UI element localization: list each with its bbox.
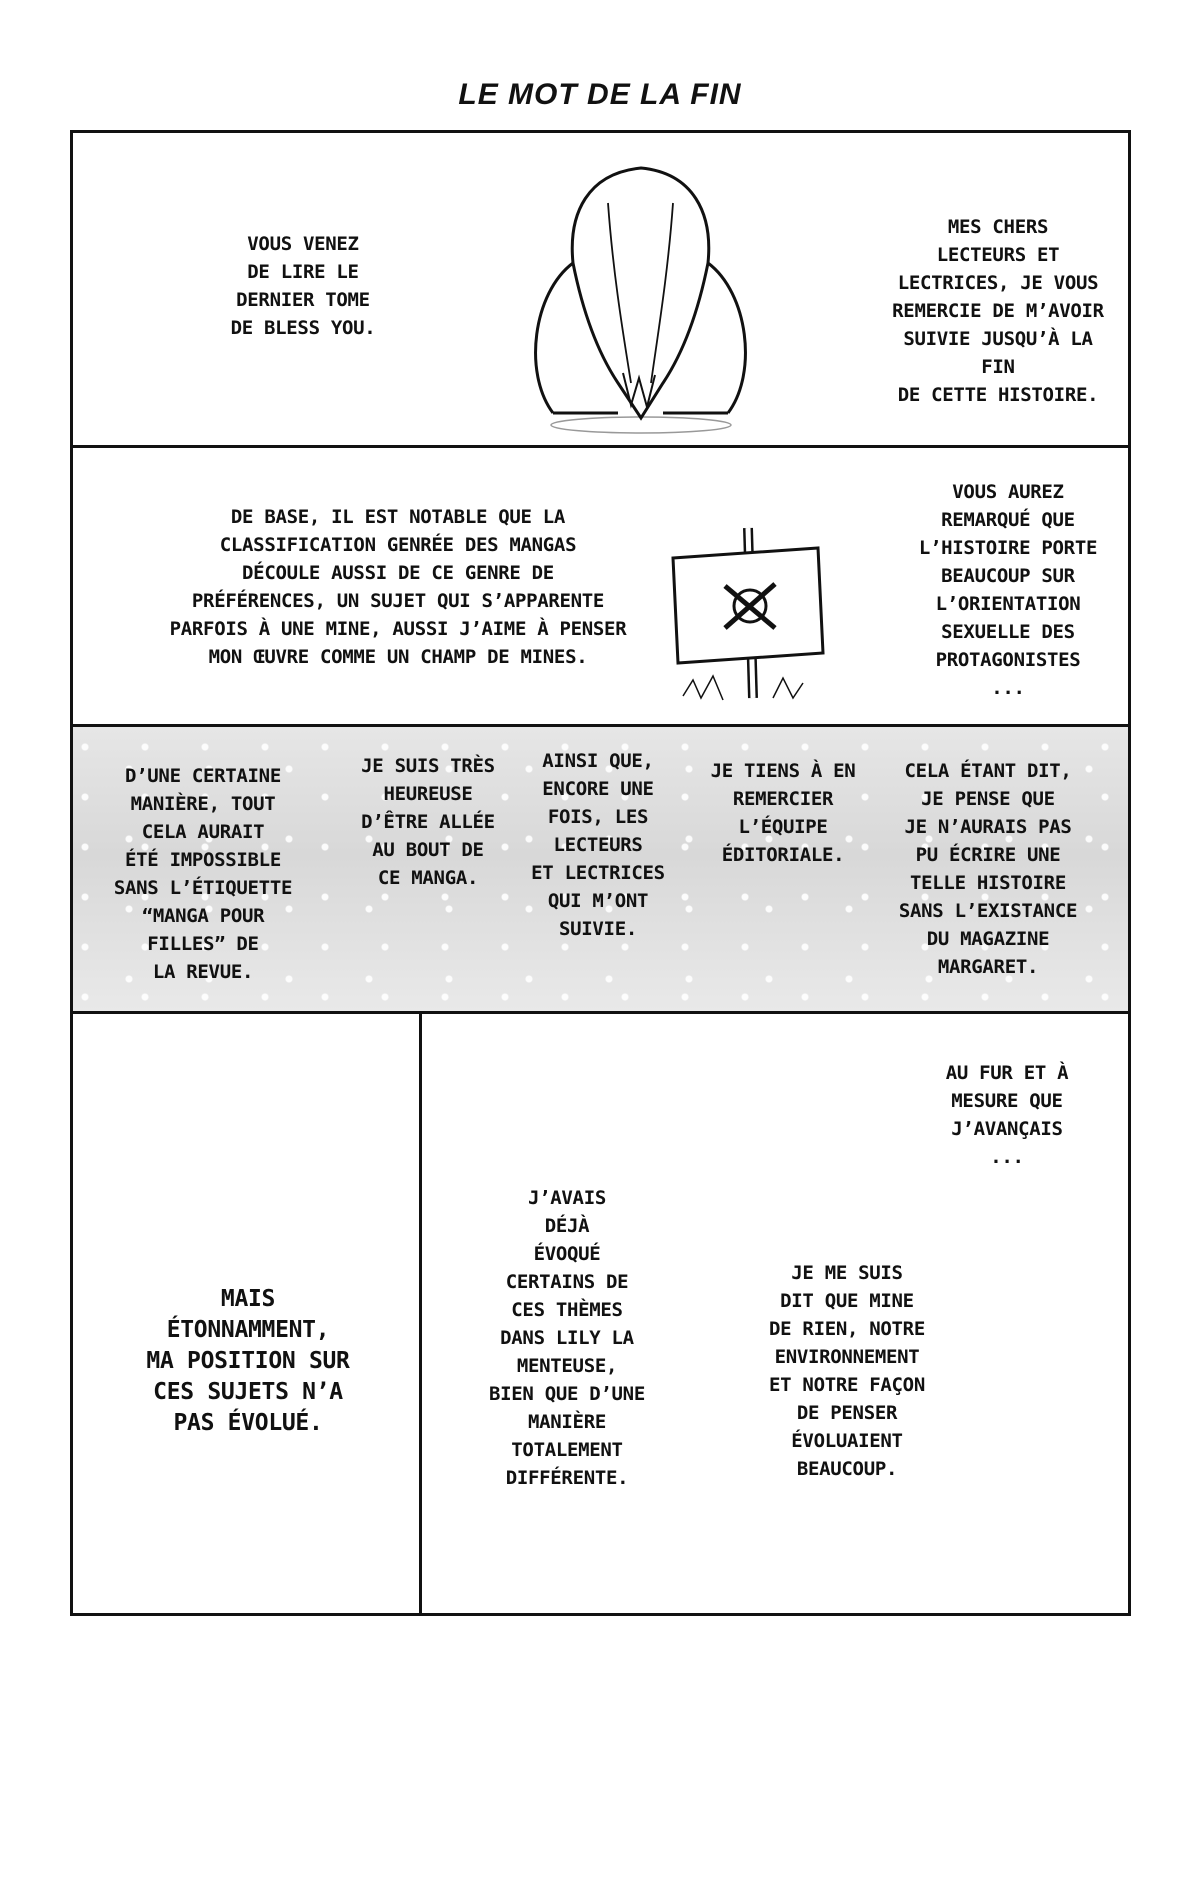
panel-4-text: MAIS ÉTONNAMMENT, MA POSITION SUR CES SUJETS N’A PAS ÉVOLUÉ. xyxy=(146,1286,350,1436)
panel-3-col-2: JE SUIS TRÈS HEUREUSE D’ÊTRE ALLÉE AU BOUT DE CE MANGA. xyxy=(361,755,495,889)
bowing-figure-illustration xyxy=(513,143,773,443)
panel-2-left-text: DE BASE, IL EST NOTABLE QUE LA CLASSIFICATION GENRÉE DES MANGAS DÉCOULE AUSSI DE CE GENRE DE PRÉFÉRENCES, UN SUJET QUI S’APPARENTE PARFOIS À UNE MINE, AUSSI J’AIME À PENSER MON ŒUVRE COMME UN CHAMP DE MINES. xyxy=(169,506,627,668)
panel-3-col-1: D’UNE CERTAINE MANIÈRE, TOUT CELA AURAIT ÉTÉ IMPOSSIBLE SANS L’ÉTIQUETTE “MANGA POUR FILLES” DE LA REVUE. xyxy=(113,765,293,983)
panel-3-col-3: AINSI QUE, ENCORE UNE FOIS, LES LECTEURS ET LECTRICES QUI M’ONT SUIVIE. xyxy=(531,750,665,940)
mine-sign-illustration xyxy=(653,518,853,718)
panel-5-top-right-text: AU FUR ET À MESURE QUE J’AVANÇAIS ... xyxy=(945,1062,1069,1168)
panel-thanks-band xyxy=(70,724,1131,1014)
panel-evolution xyxy=(419,1011,1131,1616)
page-title: LE MOT DE LA FIN xyxy=(458,78,742,111)
panel-5-right-text: JE ME SUIS DIT QUE MINE DE RIEN, NOTRE ENVIRONNEMENT ET NOTRE FAÇON DE PENSER ÉVOLUAIENT BEAUCOUP. xyxy=(769,1262,925,1480)
panel-3-col-5: CELA ÉTANT DIT, JE PENSE QUE JE N’AURAIS PAS PU ÉCRIRE UNE TELLE HISTOIRE SANS L’EXISTANCE DU MAGAZINE MARGARET. xyxy=(898,760,1078,978)
panel-1-right-text: MES CHERS LECTEURS ET LECTRICES, JE VOUS REMERCIE DE M’AVOIR SUIVIE JUSQU’À LA FIN DE CETTE HISTOIRE. xyxy=(892,216,1104,406)
panel-position xyxy=(70,1011,422,1616)
panel-3-col-4: JE TIENS À EN REMERCIER L’ÉQUIPE ÉDITORIALE. xyxy=(710,760,856,866)
panel-1-left-text: VOUS VENEZ DE LIRE LE DERNIER TOME DE BLESS YOU. xyxy=(230,233,376,339)
panel-bowing xyxy=(70,130,1131,448)
panel-5-left-text: J’AVAIS DÉJÀ ÉVOQUÉ CERTAINS DE CES THÈMES DANS LILY LA MENTEUSE, BIEN QUE D’UNE MANIÈRE TOTALEMENT DIFFÉRENTE. xyxy=(489,1187,645,1489)
panel-minefield xyxy=(70,445,1131,727)
panel-2-right-text: VOUS AUREZ REMARQUÉ QUE L’HISTOIRE PORTE BEAUCOUP SUR L’ORIENTATION SEXUELLE DES PROTAGONISTES ... xyxy=(918,481,1098,699)
